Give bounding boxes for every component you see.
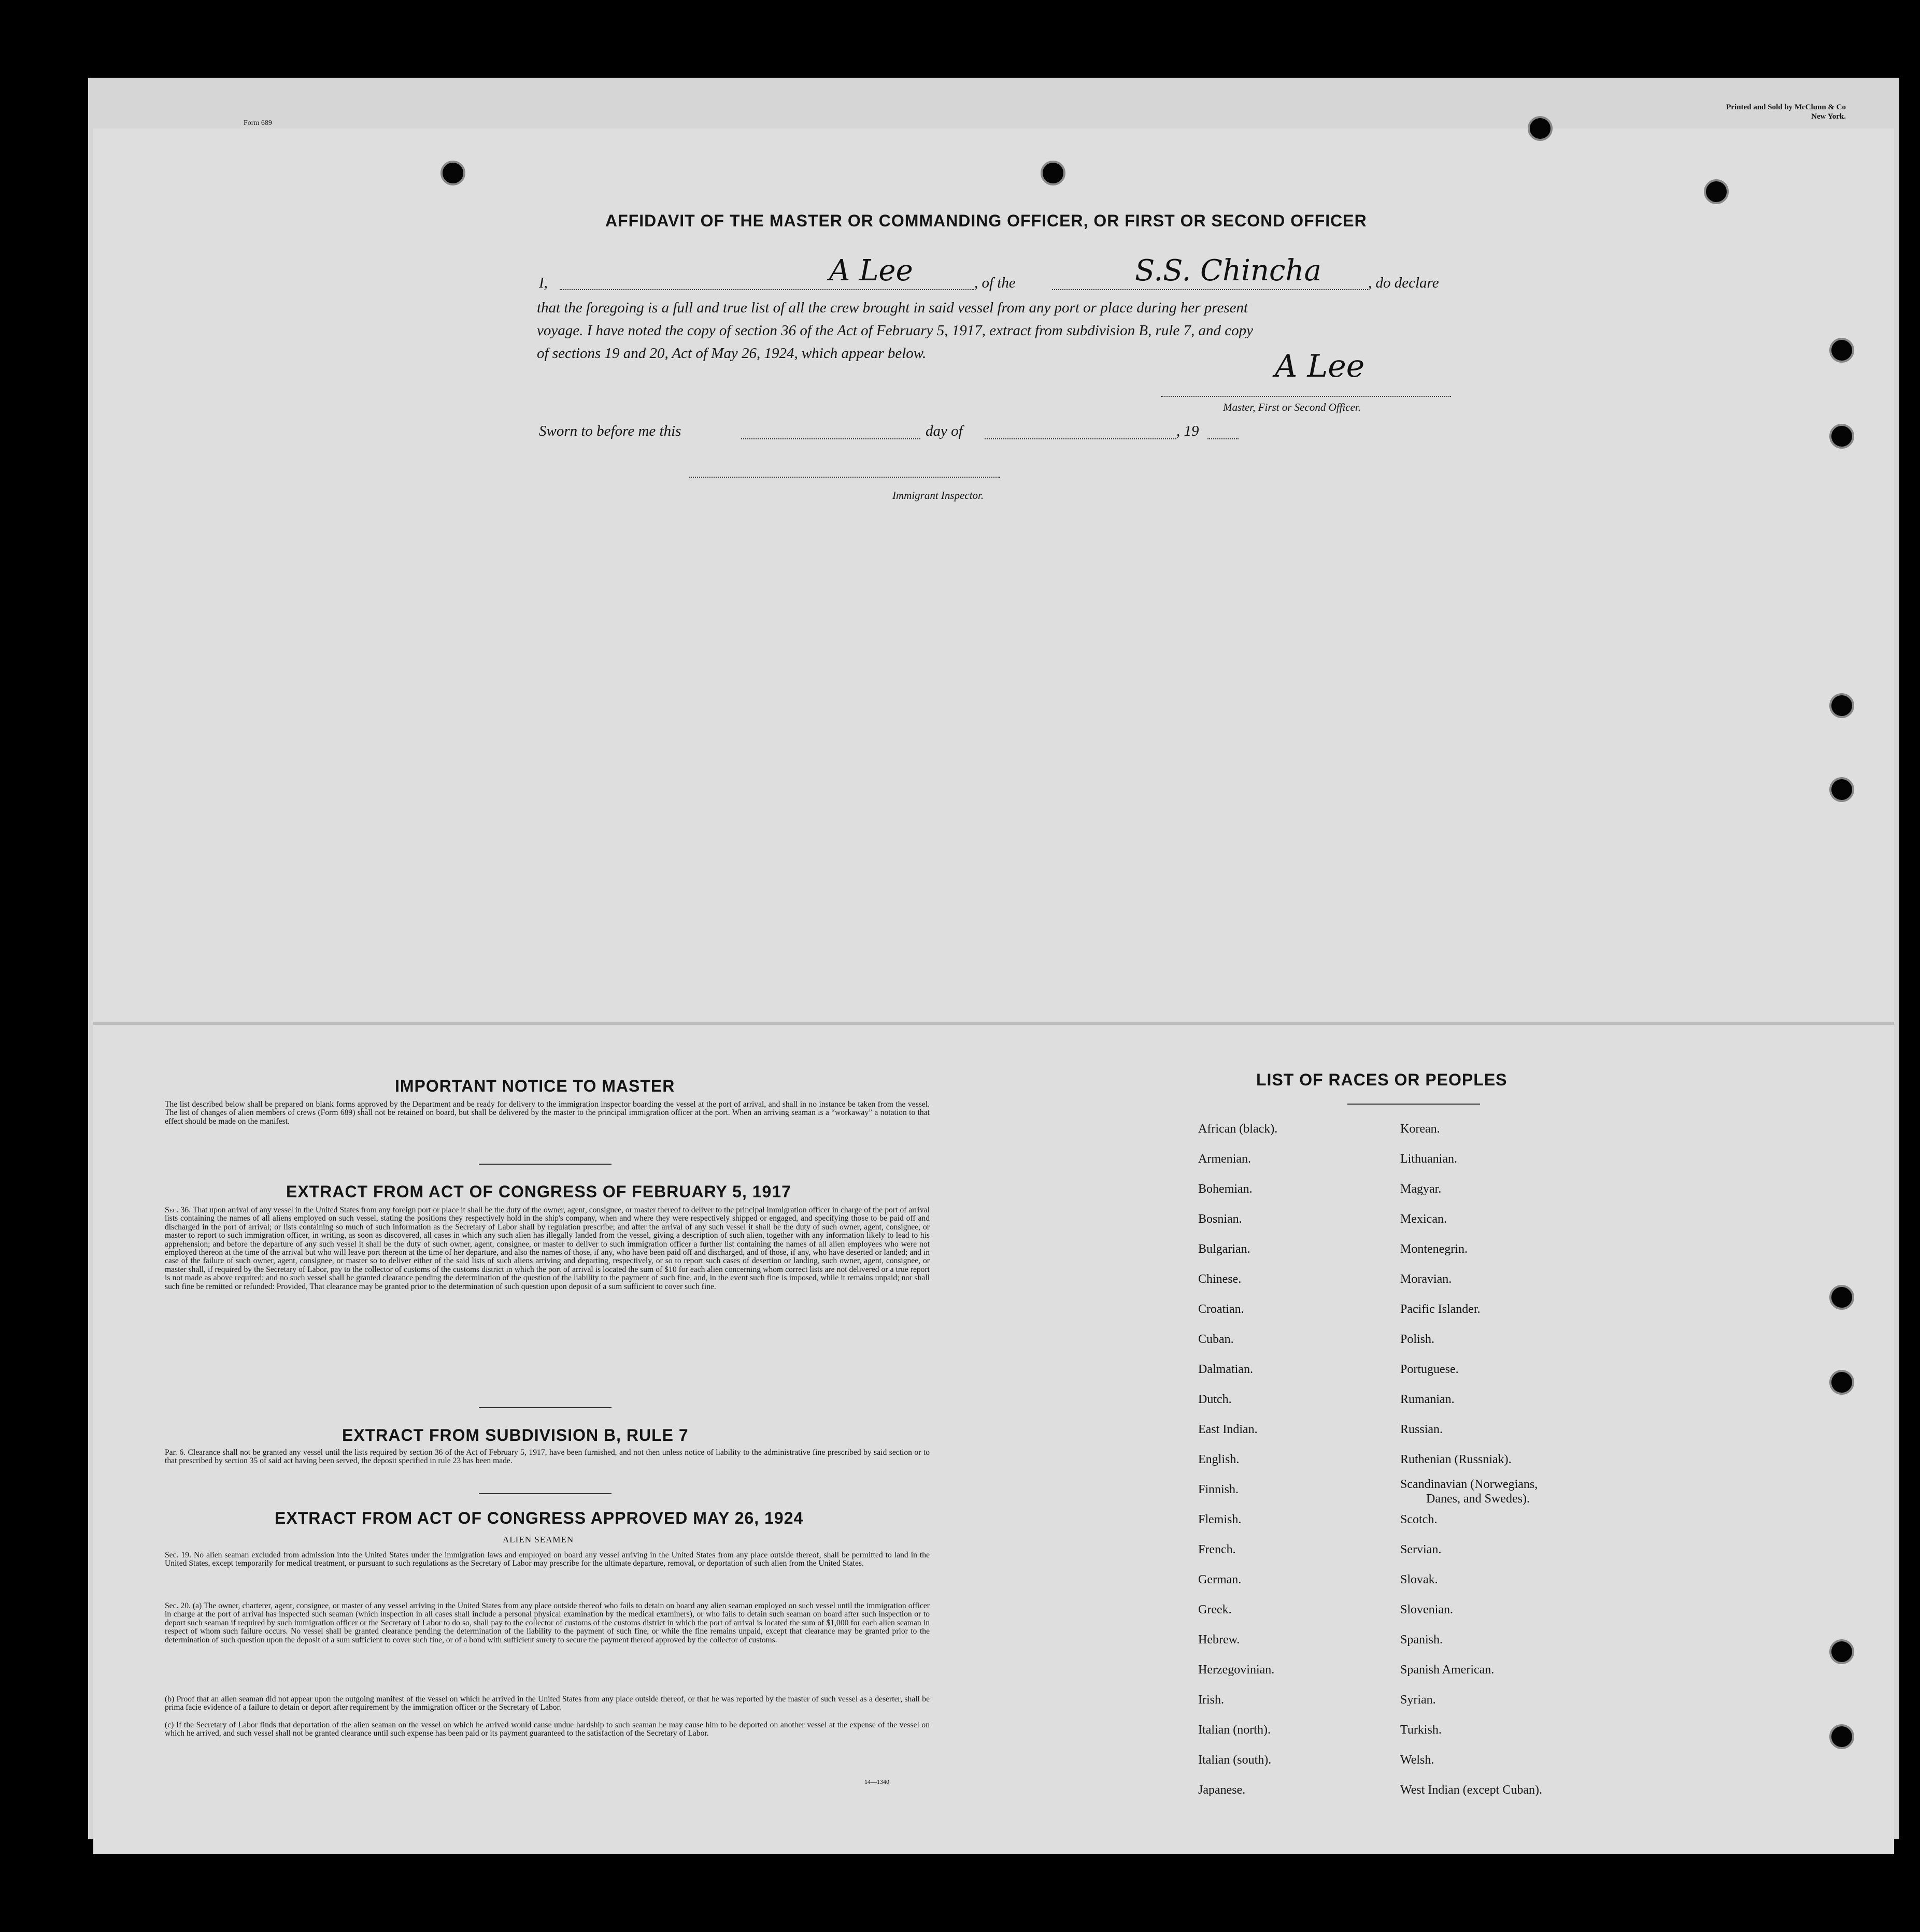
master-signature: A Lee — [1275, 348, 1365, 384]
race-item: Finnish. — [1198, 1483, 1239, 1496]
race-item: Herzegovinian. — [1198, 1663, 1275, 1677]
sworn-day-line — [741, 438, 920, 439]
race-item: Ruthenian (Russniak). — [1400, 1453, 1512, 1466]
notice-title: IMPORTANT NOTICE TO MASTER — [395, 1077, 675, 1095]
race-item: Greek. — [1198, 1603, 1232, 1616]
section-19-text: Sec. 19. No alien seaman excluded from admission into the United States under the immigration laws and employed on board any vessel arriving in the United States from any place outside thereof, shall be permitted to land in the United States, except temporarily for medical treatment, or pursuant to such regulations as the Secretary of Labor may prescribe for the ultimate departure, removal, or deportation of such alien from the United States. — [165, 1551, 930, 1568]
race-item: Pacific Islander. — [1400, 1303, 1481, 1316]
inspector-caption: Immigrant Inspector. — [892, 489, 984, 502]
fold-line — [93, 1022, 1894, 1025]
race-item: Rumanian. — [1400, 1393, 1455, 1406]
divider-rule — [479, 1407, 611, 1408]
inspector-signature-line — [689, 477, 1000, 478]
race-item: Mexican. — [1400, 1212, 1447, 1226]
race-item: Slovak. — [1400, 1573, 1438, 1586]
document-sheet — [93, 128, 1894, 1854]
race-item: Croatian. — [1198, 1303, 1244, 1316]
punch-hole — [1528, 116, 1553, 141]
year-label: , 19 — [1176, 423, 1199, 439]
race-item: Scandinavian (Norwegians, — [1400, 1478, 1538, 1491]
extract-1917-section-label: Sec. 36. — [165, 1206, 191, 1214]
race-item: East Indian. — [1198, 1423, 1258, 1436]
affidavit-body-line-3: of sections 19 and 20, Act of May 26, 1924, which appear below. — [537, 345, 927, 362]
punch-hole — [1829, 338, 1854, 363]
signature-caption: Master, First or Second Officer. — [1223, 401, 1361, 413]
race-item: Russian. — [1400, 1423, 1443, 1436]
punch-hole — [1829, 1285, 1854, 1310]
race-item: Bohemian. — [1198, 1182, 1253, 1196]
race-item: Polish. — [1400, 1333, 1435, 1346]
race-item: West Indian (except Cuban). — [1400, 1783, 1542, 1797]
race-item: French. — [1198, 1543, 1236, 1556]
of-the-label: , of the — [974, 275, 1016, 291]
punch-hole — [1829, 424, 1854, 449]
race-item-continuation: Danes, and Swedes). — [1426, 1492, 1530, 1506]
form-code: 14—1340 — [864, 1778, 889, 1785]
rule7-text: Par. 6. Clearance shall not be granted any vessel until the lists required by section 36 of the Act of February 5, 1917, have been furnished, and not then unless notice of liability to the administrative fine prescribed by said section or to that prescribed by section 35 of said act having been served, the deposit specified in rule 23 has been made. — [165, 1448, 930, 1466]
punch-hole — [1704, 179, 1729, 204]
extract-1917-text — [165, 1206, 930, 1291]
race-item: Turkish. — [1400, 1723, 1442, 1737]
section-20b-text: (b) Proof that an alien seaman did not appear upon the outgoing manifest of the vessel on which he arrived in the United States from any place outside thereof, or that he was reported by the master of such vessel as a deserter, shall be prima facie evidence of a failure to detain or deport after requirement by the immigration officer or the Secretary of Labor. — [165, 1695, 930, 1712]
race-item: Korean. — [1400, 1122, 1440, 1136]
race-item: Bulgarian. — [1198, 1242, 1250, 1256]
extract-1924-title: EXTRACT FROM ACT OF CONGRESS APPROVED MAY 26, 1924 — [275, 1509, 804, 1527]
race-item: Welsh. — [1400, 1753, 1434, 1767]
race-item: Spanish American. — [1400, 1663, 1495, 1677]
notice-text: The list described below shall be prepared on blank forms approved by the Department and be ready for delivery to the immigration inspector boarding the vessel at the port of arrival, and shall in no instance be taken from the vessel. The list of changes of alien members of crews (Form 689) shall not be retained on board, but shall be delivered by the master to the principal immigration officer at the port. When an arriving seaman is a “workaway” a notation to that effect should be made on the manifest. — [165, 1100, 930, 1126]
race-item: Cuban. — [1198, 1333, 1234, 1346]
punch-hole — [1829, 777, 1854, 802]
race-item: Portuguese. — [1400, 1363, 1459, 1376]
race-item: Scotch. — [1400, 1513, 1438, 1526]
races-title-rule — [1347, 1104, 1480, 1105]
race-item: Magyar. — [1400, 1182, 1442, 1196]
day-of-label: day of — [926, 423, 963, 439]
rule7-title: EXTRACT FROM SUBDIVISION B, RULE 7 — [342, 1426, 689, 1444]
divider-rule — [479, 1164, 611, 1165]
race-item: Syrian. — [1400, 1693, 1436, 1707]
race-item: English. — [1198, 1453, 1240, 1466]
race-item: Dalmatian. — [1198, 1363, 1253, 1376]
section-20c-text: (c) If the Secretary of Labor finds that deportation of the alien seaman on the vessel on which he arrived would cause undue hardship to such seaman he may cause him to be deported on another vessel at the expense of the vessel on which he arrived, and such vessel shall not be granted clearance until such expense has been paid or its payment guaranteed to the satisfaction of the Secretary of Labor. — [165, 1721, 930, 1738]
race-item: German. — [1198, 1573, 1242, 1586]
extract-1917-title: EXTRACT FROM ACT OF CONGRESS OF FEBRUARY 5, 1917 — [286, 1182, 791, 1201]
race-item: Irish. — [1198, 1693, 1224, 1707]
race-item: Montenegrin. — [1400, 1242, 1468, 1256]
vessel-name-handwritten: S.S. Chincha — [1135, 254, 1321, 288]
affidavit-body-line-2: voyage. I have noted the copy of section 36 of the Act of February 5, 1917, extract from subdivision B, rule 7, and copy — [537, 322, 1254, 339]
section-20a-text: Sec. 20. (a) The owner, charterer, agent, consignee, or master of any vessel arriving in the United States from any place outside thereof who fails to detain on board any alien seaman employed on such vessel until the immigration officer in charge at the port of arrival has inspected such seaman (which inspection in all cases shall include a personal physical examination by the medical examiners), or who fails to detain such seaman on board after such inspection or to deport such seaman if required by such immigration officer or the Secretary of Labor to do so, shall pay to the collector of customs of the customs district in which the port of arrival is located the sum of $1,000 for each alien seaman in respect of whom such failure occurs. No vessel shall be granted clearance pending the determination of the liability to the payment of such fine, or while the fine remains unpaid, except that clearance may be granted prior to the determination of such question upon the deposit of a sum sufficient to cover such fine, or of a bond with sufficient surety to secure the payment thereof approved by the collector of customs. — [165, 1601, 930, 1644]
race-item: Spanish. — [1400, 1633, 1443, 1647]
sworn-year-line — [1207, 438, 1239, 439]
race-item: Lithuanian. — [1400, 1152, 1457, 1166]
race-item: Flemish. — [1198, 1513, 1242, 1526]
race-item: Slovenian. — [1400, 1603, 1453, 1616]
form-number: Form 689 — [244, 119, 272, 127]
race-item: Italian (south). — [1198, 1753, 1272, 1767]
master-name-handwritten: A Lee — [829, 254, 913, 288]
race-item: Servian. — [1400, 1543, 1442, 1556]
divider-rule — [479, 1493, 611, 1494]
punch-hole — [1829, 1370, 1854, 1395]
affidavit-i-label: I, — [539, 275, 548, 291]
affidavit-title: AFFIDAVIT OF THE MASTER OR COMMANDING OFFICER, OR FIRST OR SECOND OFFICER — [605, 211, 1367, 230]
race-item: Armenian. — [1198, 1152, 1251, 1166]
signature-line — [1161, 396, 1451, 397]
sworn-label: Sworn to before me this — [539, 423, 681, 439]
races-title: LIST OF RACES OR PEOPLES — [1256, 1070, 1507, 1089]
race-item: Dutch. — [1198, 1393, 1232, 1406]
punch-hole — [1829, 1724, 1854, 1749]
declare-label: , do declare — [1368, 275, 1439, 291]
punch-hole — [1829, 693, 1854, 718]
affidavit-body-line-1: that the foregoing is a full and true list of all the crew brought in said vessel from any port or place during her present — [537, 299, 1248, 316]
printer-line-2: New York. — [1811, 112, 1846, 121]
race-item: Hebrew. — [1198, 1633, 1240, 1647]
extract-1917-body: That upon arrival of any vessel in the United States from any foreign port or place it shall be the duty of the owner, agent, consignee, or master thereof to deliver to the principal immigration officer in charge of the port of arrival lists containing the names of all aliens employed on such vessel, stating the positions they respectively hold in the ship's company, when and where they were respectively shipped or engaged, and specifying those to be paid off and discharged in the port of arrival; or lists containing so much of such information as the Secretary of Labor shall by regulation prescribe; and after the arrival of any such vessel it shall be the duty of such owner, agent, consignee, or master to report to such immigration officer, in writing, as soon as discovered, all cases in which any such alien has illegally landed from the vessel, giving a description of such alien, together with any information likely to lead to his apprehension; and before the departure of any such vessel it shall be the duty of such owner, agent, consignee, or master to deliver to such immigration officer a further list containing the names of all alien employees who were not employed thereon at the time of the arrival but who will leave port thereon at the time of her departure, and also the names of those, if any, who have been paid off and discharged, and of those, if any, who have deserted or landed; and in case of the failure of such owner, agent, consignee, or master so to deliver either of the said lists of such aliens arriving and departing, respectively, or so to report such cases of desertion or landing, such owner, agent, consignee, or master shall, if required by the Secretary of Labor, pay to the collector of customs of the customs district in which the port of arrival is located the sum of $10 for each alien concerning whom correct lists are not delivered or a true report is not made as above required; and no such vessel shall be granted clearance pending the determination of the question of the liability to the payment of such fine, and, in the event such fine is imposed, while it remains unpaid; nor shall such fine be remitted or refunded: Provided, That clearance may be granted prior to the determination of such question upon deposit of a sum sufficient to cover such fine. — [165, 1206, 930, 1291]
race-item: Moravian. — [1400, 1272, 1452, 1286]
race-item: Japanese. — [1198, 1783, 1246, 1797]
race-item: African (black). — [1198, 1122, 1278, 1136]
punch-hole — [1041, 161, 1065, 185]
punch-hole — [1829, 1639, 1854, 1664]
printer-imprint — [1690, 103, 1846, 121]
sworn-month-line — [985, 438, 1176, 439]
master-name-line — [560, 289, 974, 290]
alien-seamen-subtitle: ALIEN SEAMEN — [503, 1535, 574, 1544]
race-item: Italian (north). — [1198, 1723, 1271, 1737]
race-item: Chinese. — [1198, 1272, 1242, 1286]
printer-line-1: Printed and Sold by McClunn & Co — [1726, 103, 1846, 111]
vessel-name-line — [1052, 289, 1368, 290]
race-item: Bosnian. — [1198, 1212, 1242, 1226]
punch-hole — [440, 161, 465, 185]
